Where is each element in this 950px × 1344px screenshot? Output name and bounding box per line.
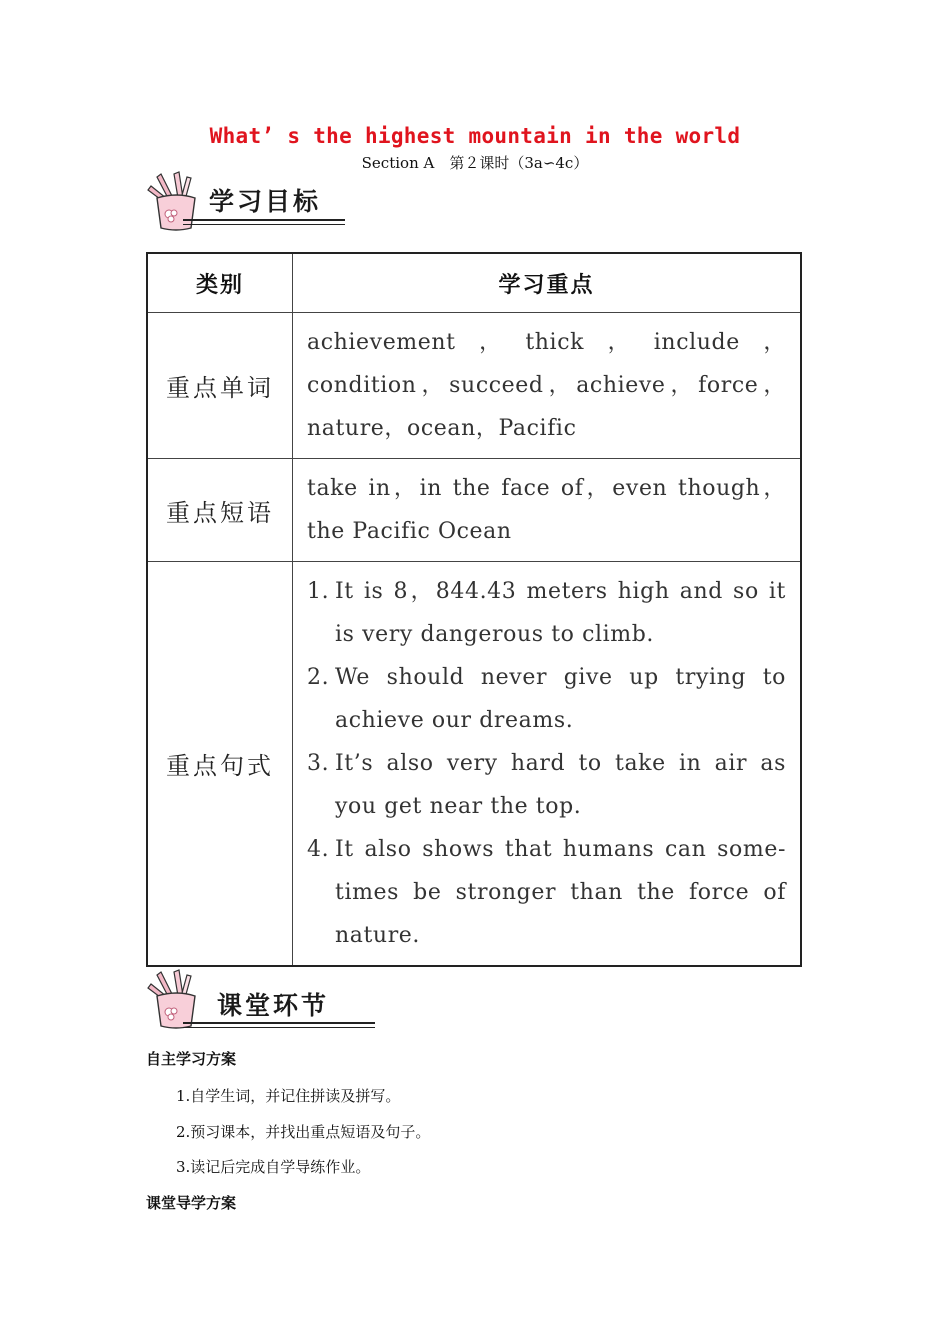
column-header-category: 类别 xyxy=(147,253,293,313)
section-heading: 课堂环节 xyxy=(217,991,330,1020)
table-row xyxy=(147,562,801,967)
sentence-item xyxy=(307,742,786,828)
sentence-item xyxy=(307,828,786,957)
learning-goals-table xyxy=(146,252,802,967)
item-number: 4. xyxy=(307,837,330,862)
divider xyxy=(183,1027,375,1028)
section-banner-class xyxy=(143,966,375,1030)
key-words-text: achievement，thick，include，condition，succeed，achieve，force，nature，ocean，Pacific xyxy=(307,330,786,441)
key-phrases-text: take in，in the face of，even though，the Pacific Ocean xyxy=(307,476,786,544)
document-subtitle: Section A 第２课时（3a∽4c） xyxy=(361,154,589,172)
document-title: What’ s the highest mountain in the world xyxy=(209,124,741,148)
sentence-item xyxy=(307,570,786,656)
self-study-heading: 自主学习方案 xyxy=(146,1050,237,1068)
column-header-focus: 学习重点 xyxy=(293,253,802,313)
self-study-step: 3.读记后完成自学导练作业。 xyxy=(176,1158,371,1176)
category-cell: 重点句式 xyxy=(147,562,293,967)
category-cell: 重点单词 xyxy=(147,313,293,459)
class-guide-heading: 课堂导学方案 xyxy=(146,1194,237,1212)
section-banner-goals xyxy=(143,168,345,232)
item-text: It’s also very hard to take in air as you get near the top. xyxy=(335,751,786,819)
item-text: We should never give up trying to achieve our dreams. xyxy=(335,665,786,733)
pen-cup-icon xyxy=(143,966,213,1030)
sentence-item xyxy=(307,656,786,742)
category-cell: 重点短语 xyxy=(147,459,293,562)
divider xyxy=(183,1022,375,1024)
item-text: It is 8，844.43 meters high and so it is very dangerous to climb. xyxy=(335,579,786,647)
section-heading: 学习目标 xyxy=(209,187,322,216)
item-text: It also shows that humans can some-times be stronger than the force of nature. xyxy=(335,837,786,948)
content-cell xyxy=(293,562,802,967)
self-study-step: 1.自学生词，并记住拼读及拼写。 xyxy=(176,1087,401,1105)
item-number: 2. xyxy=(307,665,330,690)
pen-cup-icon xyxy=(143,168,213,232)
table-row xyxy=(147,313,801,459)
divider xyxy=(183,219,345,221)
table-row xyxy=(147,459,801,562)
self-study-step: 2.预习课本，并找出重点短语及句子。 xyxy=(176,1123,431,1141)
content-cell xyxy=(293,459,802,562)
table-header-row xyxy=(147,253,801,313)
divider xyxy=(183,224,345,225)
item-number: 1. xyxy=(307,579,330,604)
item-number: 3. xyxy=(307,751,330,776)
content-cell xyxy=(293,313,802,459)
